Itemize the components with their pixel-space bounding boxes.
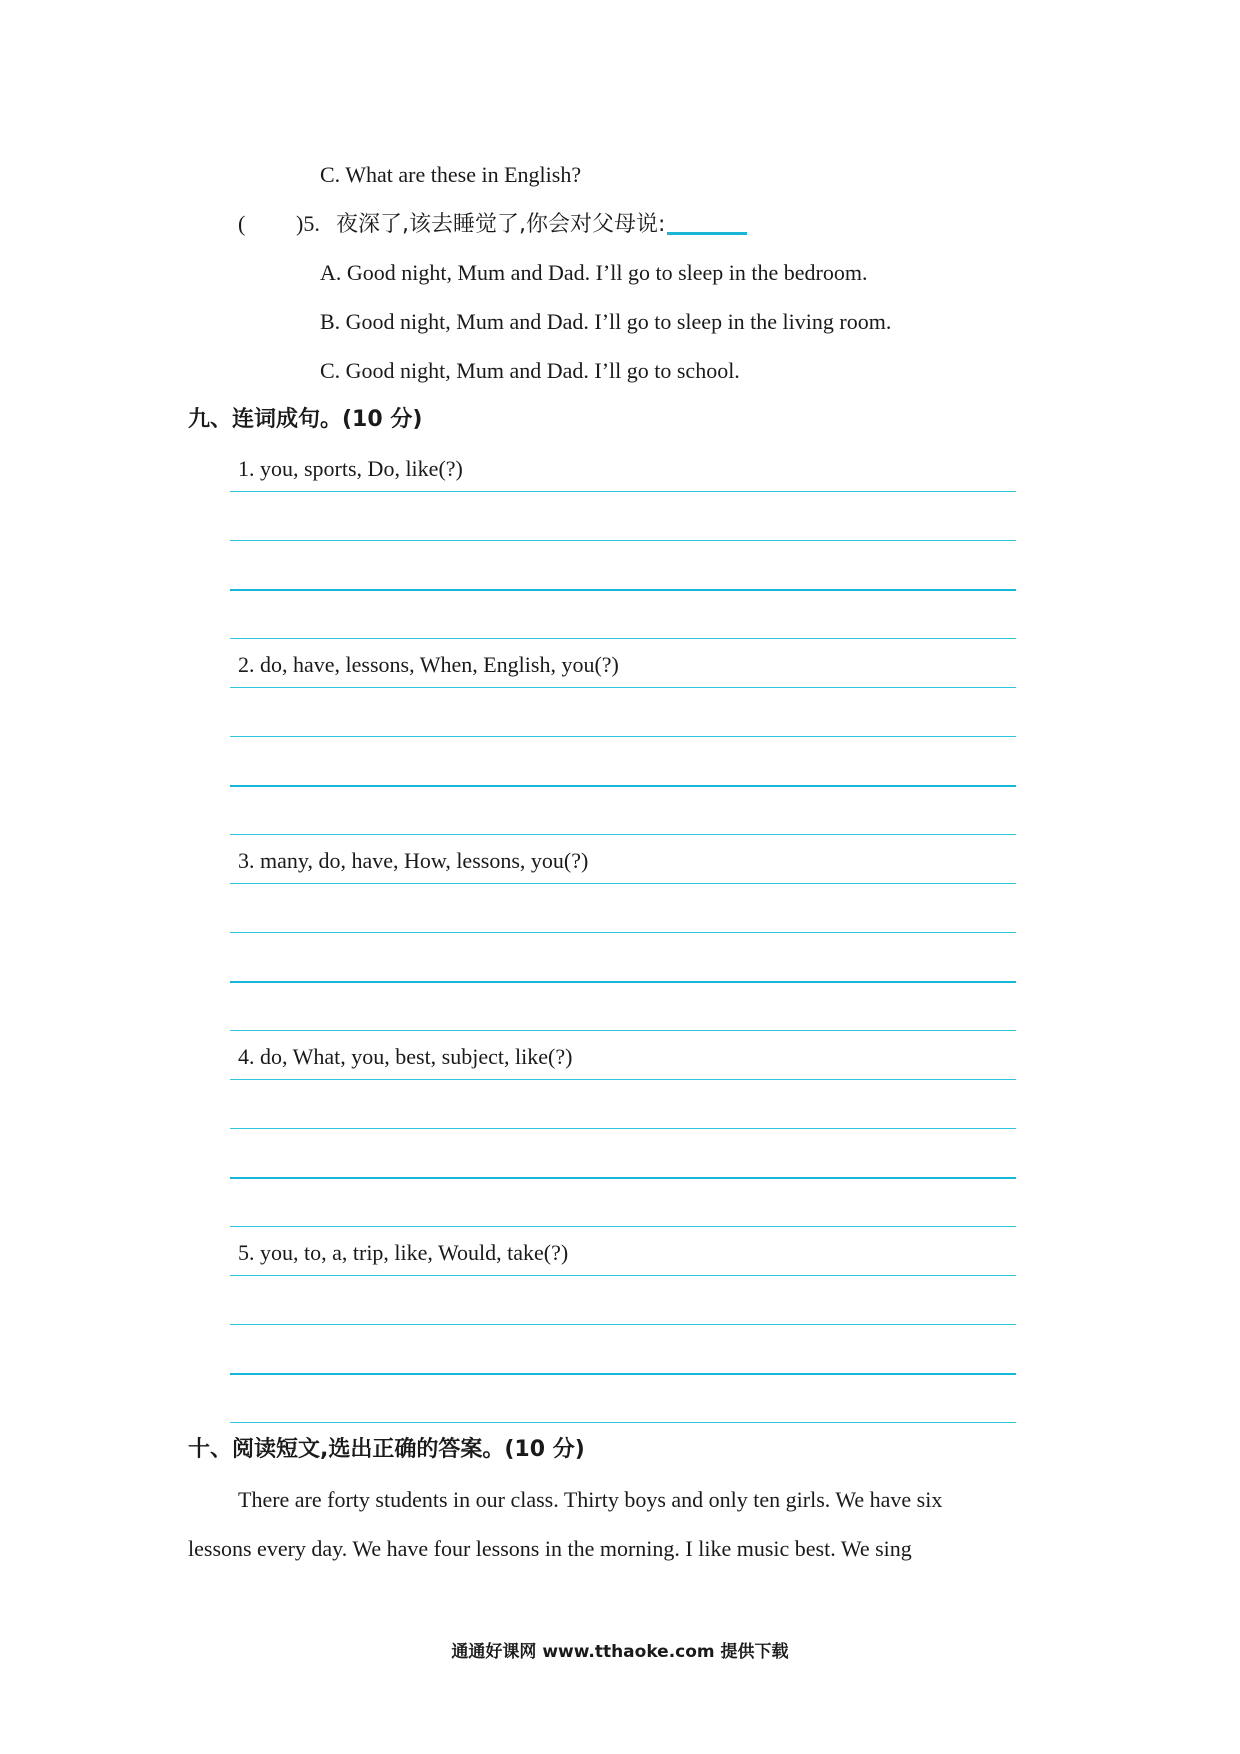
q5-answer-paren: ( [238,211,246,236]
footer-download-note: 通通好课网 www.tthaoke.com 提供下载 [451,1642,789,1662]
writing-line[interactable] [230,1030,1016,1031]
q4-option-c: C. What are these in English? [320,162,582,187]
sentence-item-2: 2. do, have, lessons, When, English, you(?) [238,652,619,677]
writing-line[interactable] [230,1128,1016,1129]
section10-heading: 十、阅读短文,选出正确的答案。(10 分) [188,1437,585,1462]
section9-heading: 九、连词成句。(10 分) [188,407,423,432]
writing-line[interactable] [230,491,1016,492]
writing-line[interactable] [230,1373,1016,1375]
writing-line[interactable] [230,540,1016,541]
writing-line[interactable] [230,981,1016,983]
writing-line[interactable] [230,785,1016,787]
q5-option-c: C. Good night, Mum and Dad. I’ll go to school. [320,358,740,383]
sentence-item-4: 4. do, What, you, best, subject, like(?) [238,1044,573,1069]
writing-line[interactable] [230,1079,1016,1080]
writing-line[interactable] [230,687,1016,688]
q5-option-b: B. Good night, Mum and Dad. I’ll go to sleep in the living room. [320,309,892,334]
writing-line[interactable] [230,1324,1016,1325]
writing-line[interactable] [230,834,1016,835]
writing-line[interactable] [230,1226,1016,1227]
q5-prompt-text: 夜深了,该去睡觉了,你会对父母说: [336,212,666,237]
passage-line-1: There are forty students in our class. Thirty boys and only ten girls. We have six [238,1487,943,1512]
sentence-item-3: 3. many, do, have, How, lessons, you(?) [238,848,589,873]
passage-line-2: lessons every day. We have four lessons in the morning. I like music best. We sing [188,1536,912,1561]
writing-line[interactable] [230,1275,1016,1276]
sentence-item-1: 1. you, sports, Do, like(?) [238,456,463,481]
q5-prompt [336,209,747,240]
q5-option-a: A. Good night, Mum and Dad. I’ll go to sleep in the bedroom. [320,260,868,285]
q5-answer-blank[interactable] [667,232,747,235]
q5-number: )5. [296,211,320,236]
writing-line[interactable] [230,589,1016,591]
writing-line[interactable] [230,1177,1016,1179]
sentence-item-5: 5. you, to, a, trip, like, Would, take(?) [238,1240,569,1265]
writing-line[interactable] [230,932,1016,933]
writing-line[interactable] [230,883,1016,884]
writing-line[interactable] [230,638,1016,639]
writing-line[interactable] [230,736,1016,737]
writing-line[interactable] [230,1422,1016,1423]
